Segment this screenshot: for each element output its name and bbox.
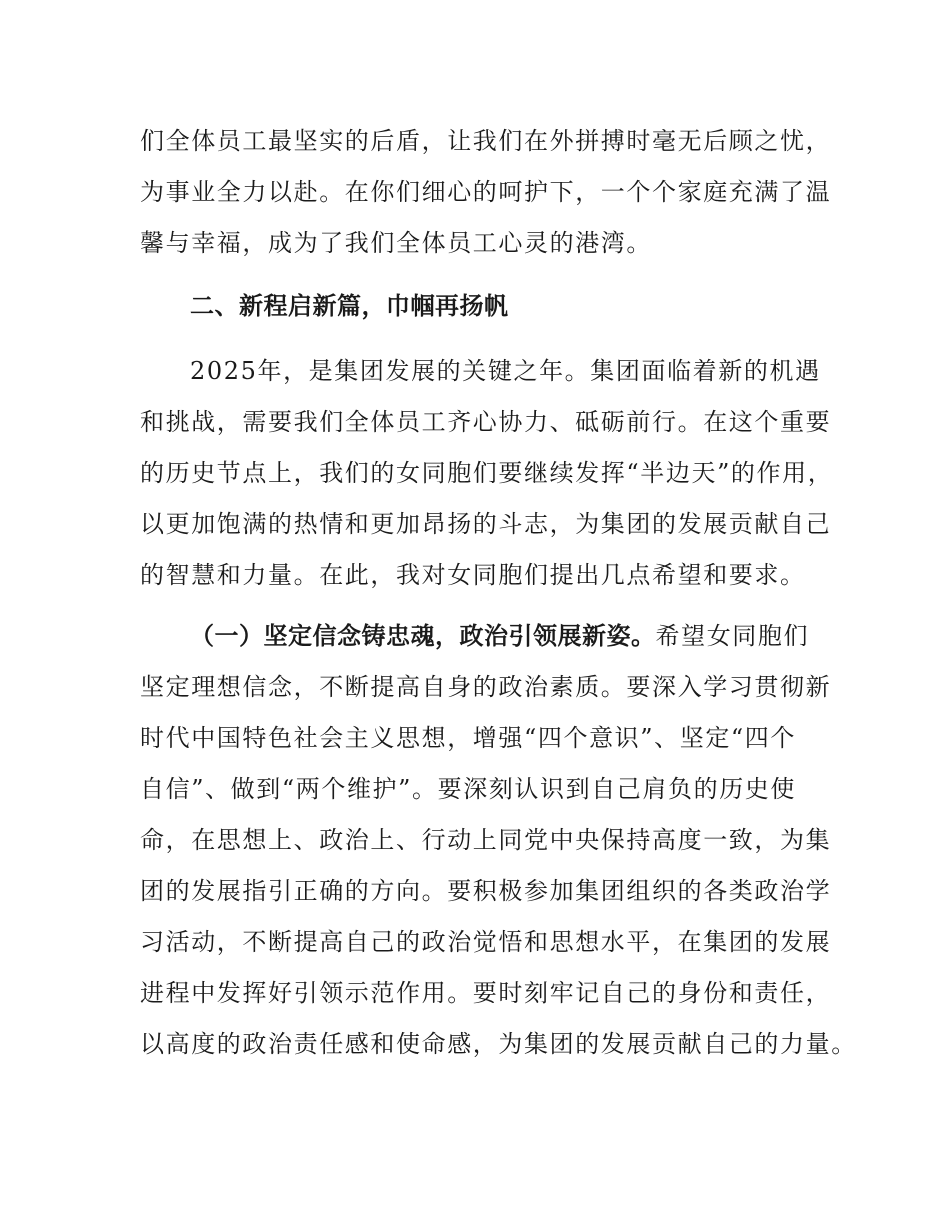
paragraph-3-line-6: 团的发展指引正确的方向。要积极参加集团组织的各类政治学: [140, 877, 832, 905]
paragraph-3-line-3: 时代中国特色社会主义思想，增强“四个意识”、坚定“四个: [140, 724, 797, 752]
paragraph-1-line-2: 为事业全力以赴。在你们细心的呵护下，一个个家庭充满了温: [140, 178, 832, 206]
paragraph-3-line-7: 习活动，不断提高自己的政治觉悟和思想水平，在集团的发展: [140, 928, 832, 956]
paragraph-2-line-3: 的历史节点上，我们的女同胞们要继续发挥“半边天”的作用，: [140, 459, 834, 487]
paragraph-3-line-9: 以高度的政治责任感和使命感，为集团的发展贡献自己的力量。: [140, 1030, 857, 1058]
paragraph-3-first-line-rest: 希望女同胞们: [655, 622, 810, 650]
paragraph-3-bold-lead: （一）坚定信念铸忠魂，政治引领展新姿。: [190, 622, 656, 650]
section-heading: 二、新程启新篇，巾帼再扬帆: [190, 292, 509, 320]
paragraph-2-line-2: 和挑战，需要我们全体员工齐心协力、砥砺前行。在这个重要: [140, 408, 832, 436]
paragraph-2-line-1: 2025年，是集团发展的关键之年。集团面临着新的机遇: [190, 357, 821, 385]
paragraph-3-line-4: 自信”、做到“两个维护”。要深刻认识到自己肩负的历史使: [140, 775, 797, 803]
paragraph-3-line-5: 命，在思想上、政治上、行动上同党中央保持高度一致，为集: [140, 826, 832, 854]
paragraph-2-line-4: 以更加饱满的热情和更加昂扬的斗志，为集团的发展贡献自己: [140, 510, 832, 538]
paragraph-3-line-2: 坚定理想信念，不断提高自身的政治素质。要深入学习贯彻新: [140, 673, 832, 701]
paragraph-1-line-1: 们全体员工最坚实的后盾，让我们在外拼搏时毫无后顾之忧，: [140, 127, 832, 155]
paragraph-2-line-5: 的智慧和力量。在此，我对女同胞们提出几点希望和要求。: [140, 561, 806, 589]
paragraph-3-line-1: [190, 621, 809, 651]
paragraph-3-line-8: 进程中发挥好引领示范作用。要时刻牢记自己的身份和责任，: [140, 979, 832, 1007]
paragraph-1-line-3: 馨与幸福，成为了我们全体员工心灵的港湾。: [140, 229, 652, 257]
